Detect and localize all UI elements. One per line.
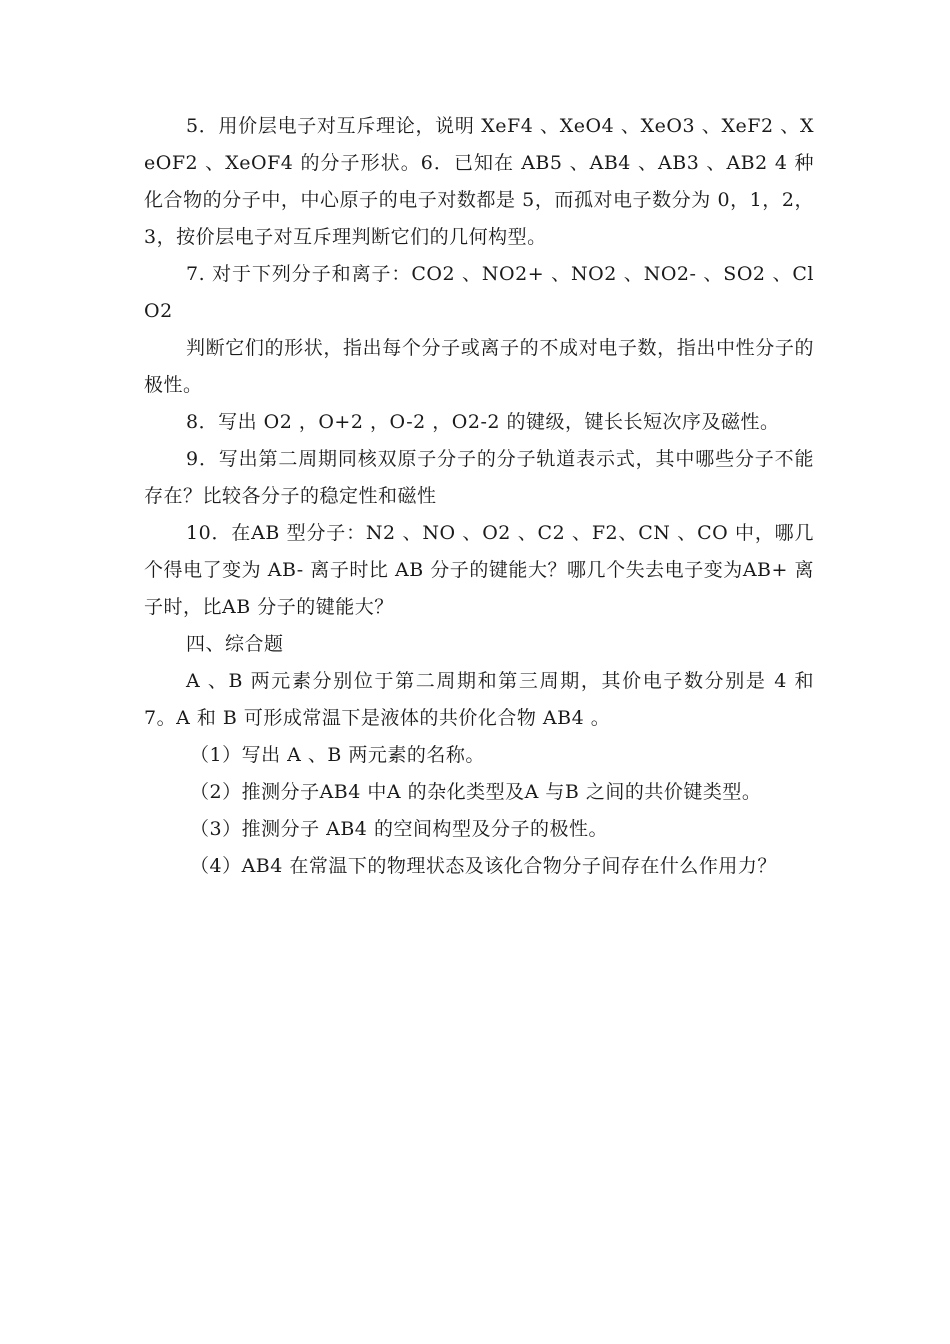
question-9: 9．写出第二周期同核双原子分子的分子轨道表示式，其中哪些分子不能存在？比较各分子的稳定性和磁性 <box>144 448 814 507</box>
sub-question-3: （3）推测分子 AB4 的空间构型及分子的极性。 <box>190 818 608 840</box>
question-5-6: 5．用价层电子对互斥理论，说明 XeF4 、XeO4 、XeO3 、XeF2 、XeOF2 、XeOF4 的分子形状。6．已知在 AB5 、AB4 、AB3 、AB2 4 种化合物的分子中，中心原子的电子对数都是 5，而孤对电子数分为 0，1，2，3，按价层电子对互斥理判断它们的几何构型。 <box>144 115 814 248</box>
document-body <box>144 108 814 885</box>
comprehensive-question: A 、B 两元素分别位于第二周期和第三周期，其价电子数分别是 4 和 7。A 和 B 可形成常温下是液体的共价化合物 AB4 。 <box>144 670 814 729</box>
sub-question-4: （4）AB4 在常温下的物理状态及该化合物分子间存在什么作用力？ <box>190 855 777 877</box>
question-10: 10．在AB 型分子：N2 、NO 、O2 、C2 、F2、CN 、CO 中，哪几个得电了变为 AB- 离子时比 AB 分子的键能大？哪几个失去电子变为AB+ 离子时，比AB 分子的键能大？ <box>144 522 814 618</box>
sub-question-1: （1）写出 A 、B 两元素的名称。 <box>190 744 485 766</box>
question-7-continued: 判断它们的形状，指出每个分子或离子的不成对电子数，指出中性分子的极性。 <box>144 337 814 396</box>
sub-question-2: （2）推测分子AB4 中A 的杂化类型及A 与B 之间的共价键类型。 <box>190 781 762 803</box>
question-8: 8．写出 O2 ，O+2 ，O-2 ，O2-2 的键级，键长长短次序及磁性。 <box>186 411 780 433</box>
question-7: 7. 对于下列分子和离子：CO2 、NO2+ 、NO2 、NO2- 、SO2 、ClO2 <box>144 263 814 322</box>
section-heading: 四、综合题 <box>186 633 284 655</box>
